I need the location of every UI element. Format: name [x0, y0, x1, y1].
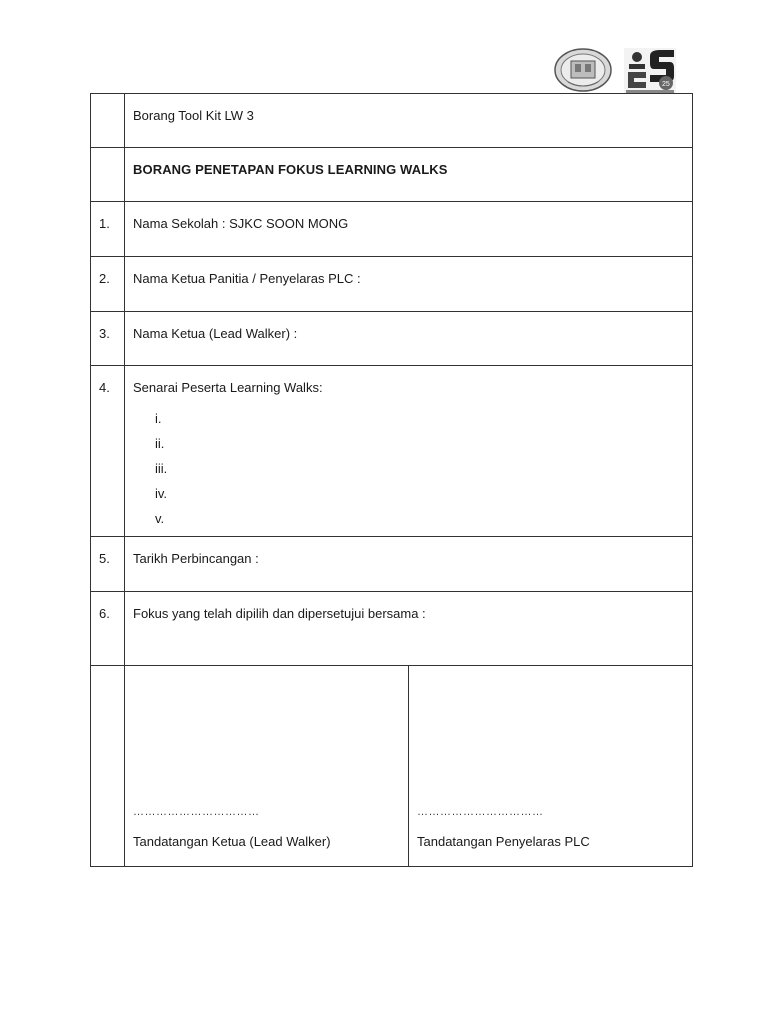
- row-focus: [91, 592, 693, 666]
- row-number: 2.: [91, 257, 125, 312]
- row-panel-head: [91, 257, 693, 312]
- list-item: v.: [155, 511, 165, 526]
- signature-table: [125, 666, 692, 866]
- row-number: 6.: [91, 592, 125, 666]
- learning-walks-form: [90, 93, 693, 867]
- row-discussion-date: [91, 537, 693, 592]
- form-header-row: [91, 94, 693, 148]
- form-title: BORANG PENETAPAN FOKUS LEARNING WALKS: [125, 148, 693, 202]
- row-number: 4.: [91, 366, 125, 537]
- list-item: i.: [155, 411, 162, 426]
- svg-text:25: 25: [662, 81, 670, 88]
- empty-cell: [91, 148, 125, 202]
- school-seal-icon: [554, 48, 612, 92]
- discussion-date-field[interactable]: Tarikh Perbincangan :: [125, 537, 693, 592]
- list-item: iii.: [155, 461, 168, 476]
- plc-coordinator-signature-box[interactable]: [409, 666, 693, 866]
- row-signatures: [91, 666, 693, 867]
- signature-line: ……………………………: [133, 806, 260, 818]
- lead-walker-signature-box[interactable]: [125, 666, 409, 866]
- form-title-row: [91, 148, 693, 202]
- row-number: 5.: [91, 537, 125, 592]
- row-lead-walker: [91, 312, 693, 366]
- toolkit-label: Borang Tool Kit LW 3: [125, 94, 693, 148]
- list-item: ii.: [155, 436, 165, 451]
- school-name-field[interactable]: Nama Sekolah : SJKC SOON MONG: [125, 202, 693, 257]
- participants-field[interactable]: [125, 366, 693, 537]
- header-logos: [554, 46, 678, 96]
- plc-coordinator-signature-label: Tandatangan Penyelaras PLC: [417, 834, 590, 849]
- panel-head-field[interactable]: Nama Ketua Panitia / Penyelaras PLC :: [125, 257, 693, 312]
- row-number: 3.: [91, 312, 125, 366]
- participants-label: Senarai Peserta Learning Walks:: [133, 380, 323, 395]
- empty-cell: [91, 94, 125, 148]
- focus-field[interactable]: Fokus yang telah dipilih dan dipersetujui bersama :: [125, 592, 693, 666]
- row-school-name: [91, 202, 693, 257]
- anniversary-25-icon: [624, 48, 676, 94]
- row-participants: [91, 366, 693, 537]
- participants-list: [155, 411, 692, 536]
- row-number: 1.: [91, 202, 125, 257]
- list-item: iv.: [155, 486, 168, 501]
- lead-walker-field[interactable]: Nama Ketua (Lead Walker) :: [125, 312, 693, 366]
- lead-walker-signature-label: Tandatangan Ketua (Lead Walker): [133, 834, 331, 849]
- signature-line: ……………………………: [417, 806, 544, 818]
- empty-cell: [91, 666, 125, 867]
- signature-container: [125, 666, 693, 867]
